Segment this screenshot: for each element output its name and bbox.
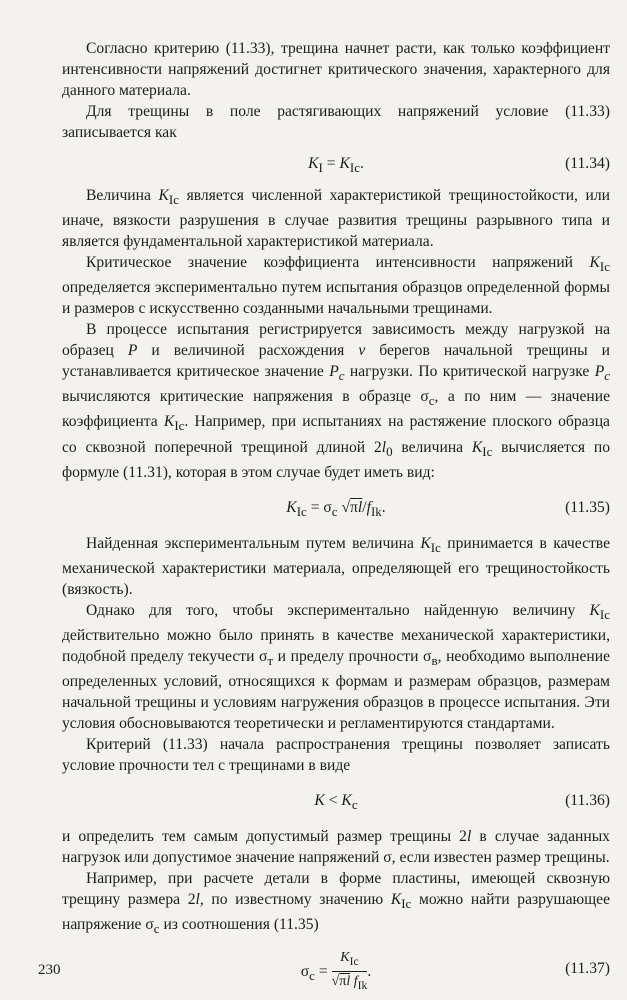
paragraph-2: Для трещины в поле растягивающих напряжений условие (11.33) записывается как: [62, 103, 610, 141]
paragraph-1: Согласно критерию (11.33), трещина начнет расти, как только коэффициент интенсивности напряжений достигнет критического значения, характерного для данного материала.: [62, 40, 610, 99]
equation-formula: $\sigma_c$ = $\frac{K_{Ic}}{√\pi l f_{Ik}}$ .: [300, 950, 372, 992]
equation-number: (11.36): [565, 791, 610, 809]
page-number: 230: [38, 962, 61, 978]
paragraph-4: Критическое значение коэффициента интенсивности напряжений $K_{Ic}$ определяется экспериментально путем испытания образцов определенной формы и размеров с искусственно созданными начальными трещинами.: [62, 254, 610, 318]
paragraph-9: и определить тем самым допустимый размер трещины 2l в случае заданных нагрузок или допустимое значение напряжений σ, если известен размер трещины.: [62, 827, 610, 866]
equation-formula: $K < K_c$: [314, 791, 358, 813]
paragraph-10: Например, при расчете детали в форме пластины, имеющей сквозную трещину размера 2l, по известному значению $K_{Ic}$ можно найти разрушающее напряжение $\sigma_c$ из соотношения (11.35): [62, 869, 610, 937]
paragraph-8: Критерий (11.33) начала распространения трещины позволяет записать условие прочности тел с трещинами в виде: [62, 735, 610, 774]
page-body: [62, 38, 611, 992]
equation-number: (11.35): [565, 498, 610, 516]
equation-number: (11.34): [565, 155, 610, 172]
equation-number: (11.37): [565, 960, 610, 978]
equation-11-35: [62, 497, 610, 519]
paragraph-5: В процессе испытания регистрируется зависимость между нагрузкой на образец P и величиной расхождения v берегов начальной трещины и устанавливается критическое значение $P_c$ нагрузки. По критической нагрузке $P_c$ вычисляются критические напряжения в образце $\sigma_c$, а по ним — значение коэффициента $K_{Ic}$. Например, при испытаниях на растяжение плоского образца со сквозной поперечной трещиной длиной $2l_0$ величина $K_{Ic}$ вычисляется по формуле (11.31), которая в этом случае будет иметь вид:: [62, 321, 610, 481]
paragraph-6: Найденная экспериментальным путем величина $K_{Ic}$ принимается в качестве механической характеристики материала, определяющей его трещиностойкость (вязкость).: [62, 534, 611, 598]
equation-11-34: [62, 153, 610, 175]
equation-formula: $K_I = K_{Ic}$.: [308, 155, 364, 176]
paragraph-7: Однако для того, чтобы экспериментально найденную величину $K_{Ic}$ действительно можно было принять в качестве механической характеристики, подобной пределу текучести $\sigma_т$ и пределу прочности $\sigma_в$, необходимо выполнение определенных условий, относящихся к формам и размерам образцов, размерам начальной трещины и условиям нагружения образцов в процессе испытания. Эти условия обосновываются теоретически и регламентируются стандартами.: [62, 601, 610, 732]
paragraph-3: Величина $K_{Ic}$ является численной характеристикой трещиностойкости, или иначе, вязкости разрушения в случае развития трещины разрывного типа и является фундаментальной характеристикой материала.: [62, 187, 610, 251]
equation-11-36: [62, 790, 610, 812]
equation-11-37: [62, 949, 610, 992]
equation-formula: $K_{Ic} = \sigma_c$ $√\pi l/f_{Ik}$.: [286, 498, 386, 519]
